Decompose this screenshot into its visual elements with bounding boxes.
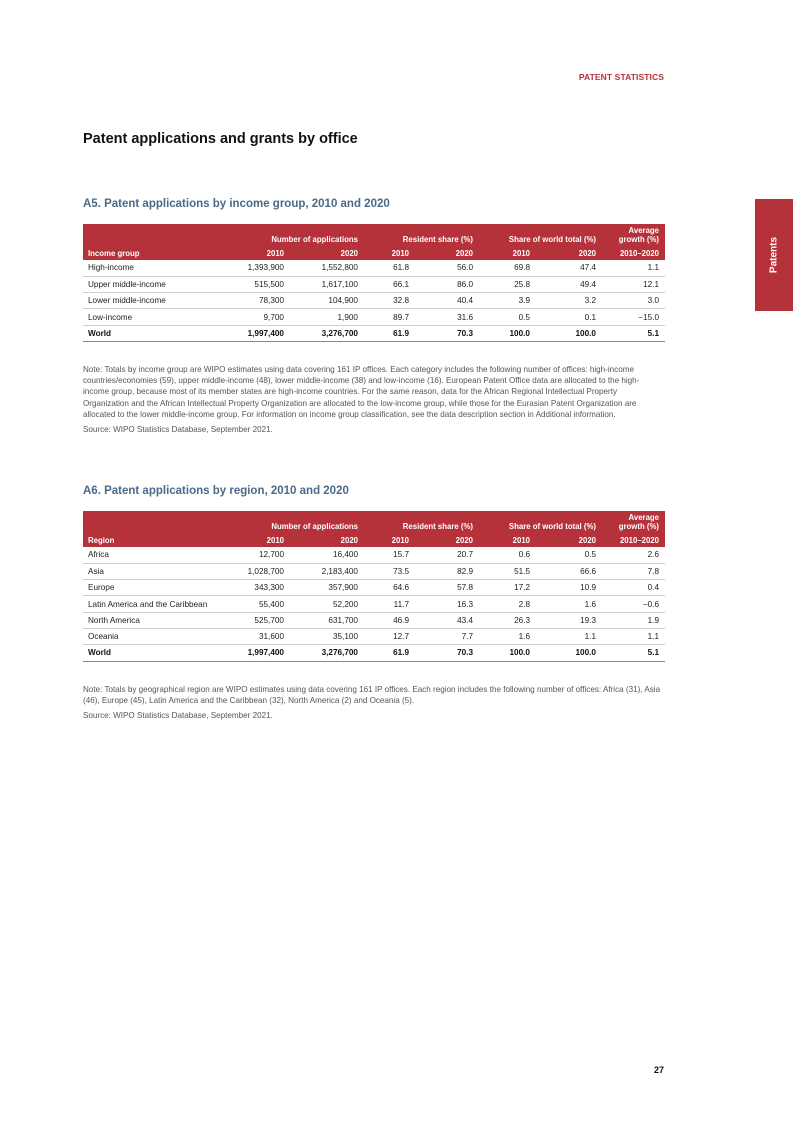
table-total-row [83, 325, 665, 341]
row-label: North America [83, 612, 223, 628]
table-cell: 1,997,400 [223, 645, 290, 661]
table-cell: 16,400 [290, 547, 364, 563]
table-row [83, 628, 665, 644]
subheader-cell: 2020 [290, 246, 364, 260]
table-cell: 1,028,700 [223, 563, 290, 579]
table-cell: 19.3 [536, 612, 602, 628]
table-cell: 56.0 [415, 260, 479, 276]
table-a5-note: Note: Totals by income group are WIPO estimates using data covering 161 IP offices. Each category includes the following number of offices: high-income countries/economies (59), upper middle-income (48), lower middle-income (38) and low-income (16). European Patent Office data are allocated to the high-income group, because most of its member states are high-income countries. For the same reason, data for the African Regional Intellectual Property Organization and the African Intellectual Property Organization are allocated to the low-income group, while those for the Eurasian Patent Organization are allocated to the lower middle-income group. For information on income group classification, see the data description section in Additional information. [83, 364, 640, 419]
subheader-cell: 2020 [415, 246, 479, 260]
table-cell: 2,183,400 [290, 563, 364, 579]
row-label: Asia [83, 563, 223, 579]
table-cell: 515,500 [223, 276, 290, 292]
table-cell: 3.0 [602, 293, 665, 309]
table-cell: 1.6 [536, 596, 602, 612]
table-cell: 357,900 [290, 580, 364, 596]
table-cell: 1.9 [602, 612, 665, 628]
header-world-share: Share of world total (%) [479, 224, 602, 246]
table-cell: −0.6 [602, 596, 665, 612]
table-a5 [83, 224, 665, 342]
table-cell: 1.1 [602, 260, 665, 276]
table-cell: 61.8 [364, 260, 415, 276]
subheader-cell: 2020 [415, 533, 479, 547]
row-label: Europe [83, 580, 223, 596]
table-cell: 5.1 [602, 645, 665, 661]
table-cell: 100.0 [536, 325, 602, 341]
table-cell: 1,393,900 [223, 260, 290, 276]
table-cell: 20.7 [415, 547, 479, 563]
subheader-cell: 2010 [364, 533, 415, 547]
subheader-cell: Region [83, 533, 223, 547]
row-label: Latin America and the Caribbean [83, 596, 223, 612]
table-cell: 631,700 [290, 612, 364, 628]
subheader-cell: Income group [83, 246, 223, 260]
table-cell: 1,552,800 [290, 260, 364, 276]
header-applications: Number of applications [223, 511, 364, 533]
table-cell: 25.8 [479, 276, 536, 292]
table-a5-source: Source: WIPO Statistics Database, September 2021. [83, 425, 273, 434]
table-a5-section [83, 198, 665, 434]
table-cell: 1.1 [602, 628, 665, 644]
table-total-row [83, 645, 665, 661]
row-label: World [83, 325, 223, 341]
side-tab-label: Patents [768, 236, 780, 274]
table-cell: 32.8 [364, 293, 415, 309]
table-row [83, 612, 665, 628]
table-cell: 52,200 [290, 596, 364, 612]
table-a6-note: Note: Totals by geographical region are WIPO estimates using data covering 161 IP offices. Each region includes the following number of offices: Africa (31), Asia (46), Europe (45), Latin America and the Caribbean (32), North America (2) and Oceania (5). [83, 684, 661, 705]
table-cell: 89.7 [364, 309, 415, 325]
table-cell: 55,400 [223, 596, 290, 612]
table-cell: 0.5 [536, 547, 602, 563]
table-cell: 1,617,100 [290, 276, 364, 292]
table-cell: 57.8 [415, 580, 479, 596]
subheader-cell: 2010 [223, 246, 290, 260]
subheader-cell: 2010 [479, 533, 536, 547]
table-cell: 69.8 [479, 260, 536, 276]
table-cell: 17.2 [479, 580, 536, 596]
subheader-cell: 2010–2020 [602, 533, 665, 547]
table-cell: 7.8 [602, 563, 665, 579]
table-cell: 12,700 [223, 547, 290, 563]
header-spacer [83, 511, 223, 533]
table-row [83, 260, 665, 276]
row-label: Lower middle-income [83, 293, 223, 309]
table-cell: 2.8 [479, 596, 536, 612]
table-cell: 5.1 [602, 325, 665, 341]
table-cell: 12.7 [364, 628, 415, 644]
header-resident-share: Resident share (%) [364, 224, 479, 246]
table-cell: 3,276,700 [290, 325, 364, 341]
table-cell: 100.0 [536, 645, 602, 661]
header-world-share: Share of world total (%) [479, 511, 602, 533]
table-cell: 11.7 [364, 596, 415, 612]
table-cell: 1,900 [290, 309, 364, 325]
table-cell: 7.7 [415, 628, 479, 644]
row-label: High-income [83, 260, 223, 276]
table-row [83, 293, 665, 309]
table-cell: 73.5 [364, 563, 415, 579]
running-header: PATENT STATISTICS [578, 72, 664, 82]
row-label: Africa [83, 547, 223, 563]
table-cell: 12.1 [602, 276, 665, 292]
table-cell: 26.3 [479, 612, 536, 628]
table-cell: 3,276,700 [290, 645, 364, 661]
table-row [83, 580, 665, 596]
header-average-growth: Average growth (%) [602, 224, 665, 246]
page-number: 27 [653, 1065, 664, 1075]
table-row [83, 309, 665, 325]
row-label: World [83, 645, 223, 661]
subheader-cell: 2010 [223, 533, 290, 547]
table-cell: 0.1 [536, 309, 602, 325]
subheader-cell: 2010–2020 [602, 246, 665, 260]
table-cell: 70.3 [415, 645, 479, 661]
table-cell: 2.6 [602, 547, 665, 563]
table-cell: 16.3 [415, 596, 479, 612]
table-a6-section [83, 485, 665, 720]
table-cell: 82.9 [415, 563, 479, 579]
table-cell: 64.6 [364, 580, 415, 596]
table-row [83, 596, 665, 612]
table-row [83, 547, 665, 563]
subheader-cell: 2020 [290, 533, 364, 547]
table-a5-title: A5. Patent applications by income group, 2010 and 2020 [83, 198, 390, 210]
subheader-cell: 2010 [479, 246, 536, 260]
section-side-tab [755, 199, 793, 311]
page-title: Patent applications and grants by office [83, 131, 358, 147]
header-applications: Number of applications [223, 224, 364, 246]
row-label: Upper middle-income [83, 276, 223, 292]
table-cell: −15.0 [602, 309, 665, 325]
table-a6-title: A6. Patent applications by region, 2010 and 2020 [83, 485, 349, 497]
table-cell: 46.9 [364, 612, 415, 628]
subheader-cell: 2020 [536, 533, 602, 547]
header-spacer [83, 224, 223, 246]
table-cell: 1,997,400 [223, 325, 290, 341]
table-cell: 40.4 [415, 293, 479, 309]
table-cell: 525,700 [223, 612, 290, 628]
table-cell: 66.1 [364, 276, 415, 292]
table-cell: 70.3 [415, 325, 479, 341]
table-cell: 100.0 [479, 325, 536, 341]
table-cell: 66.6 [536, 563, 602, 579]
table-cell: 31,600 [223, 628, 290, 644]
table-cell: 15.7 [364, 547, 415, 563]
table-row [83, 563, 665, 579]
table-cell: 49.4 [536, 276, 602, 292]
subheader-cell: 2010 [364, 246, 415, 260]
table-cell: 1.6 [479, 628, 536, 644]
table-cell: 47.4 [536, 260, 602, 276]
table-cell: 61.9 [364, 645, 415, 661]
table-cell: 343,300 [223, 580, 290, 596]
table-cell: 104,900 [290, 293, 364, 309]
row-label: Low-income [83, 309, 223, 325]
table-cell: 0.5 [479, 309, 536, 325]
table-cell: 31.6 [415, 309, 479, 325]
header-resident-share: Resident share (%) [364, 511, 479, 533]
table-cell: 3.9 [479, 293, 536, 309]
table-cell: 3.2 [536, 293, 602, 309]
table-cell: 61.9 [364, 325, 415, 341]
table-cell: 1.1 [536, 628, 602, 644]
table-cell: 0.4 [602, 580, 665, 596]
subheader-cell: 2020 [536, 246, 602, 260]
table-cell: 35,100 [290, 628, 364, 644]
table-cell: 10.9 [536, 580, 602, 596]
table-a6 [83, 511, 665, 662]
table-cell: 86.0 [415, 276, 479, 292]
table-cell: 100.0 [479, 645, 536, 661]
table-a6-source: Source: WIPO Statistics Database, September 2021. [83, 710, 273, 720]
table-cell: 9,700 [223, 309, 290, 325]
table-cell: 0.6 [479, 547, 536, 563]
header-average-growth: Average growth (%) [602, 511, 665, 533]
table-cell: 43.4 [415, 612, 479, 628]
table-row [83, 276, 665, 292]
row-label: Oceania [83, 628, 223, 644]
table-cell: 78,300 [223, 293, 290, 309]
table-cell: 51.5 [479, 563, 536, 579]
